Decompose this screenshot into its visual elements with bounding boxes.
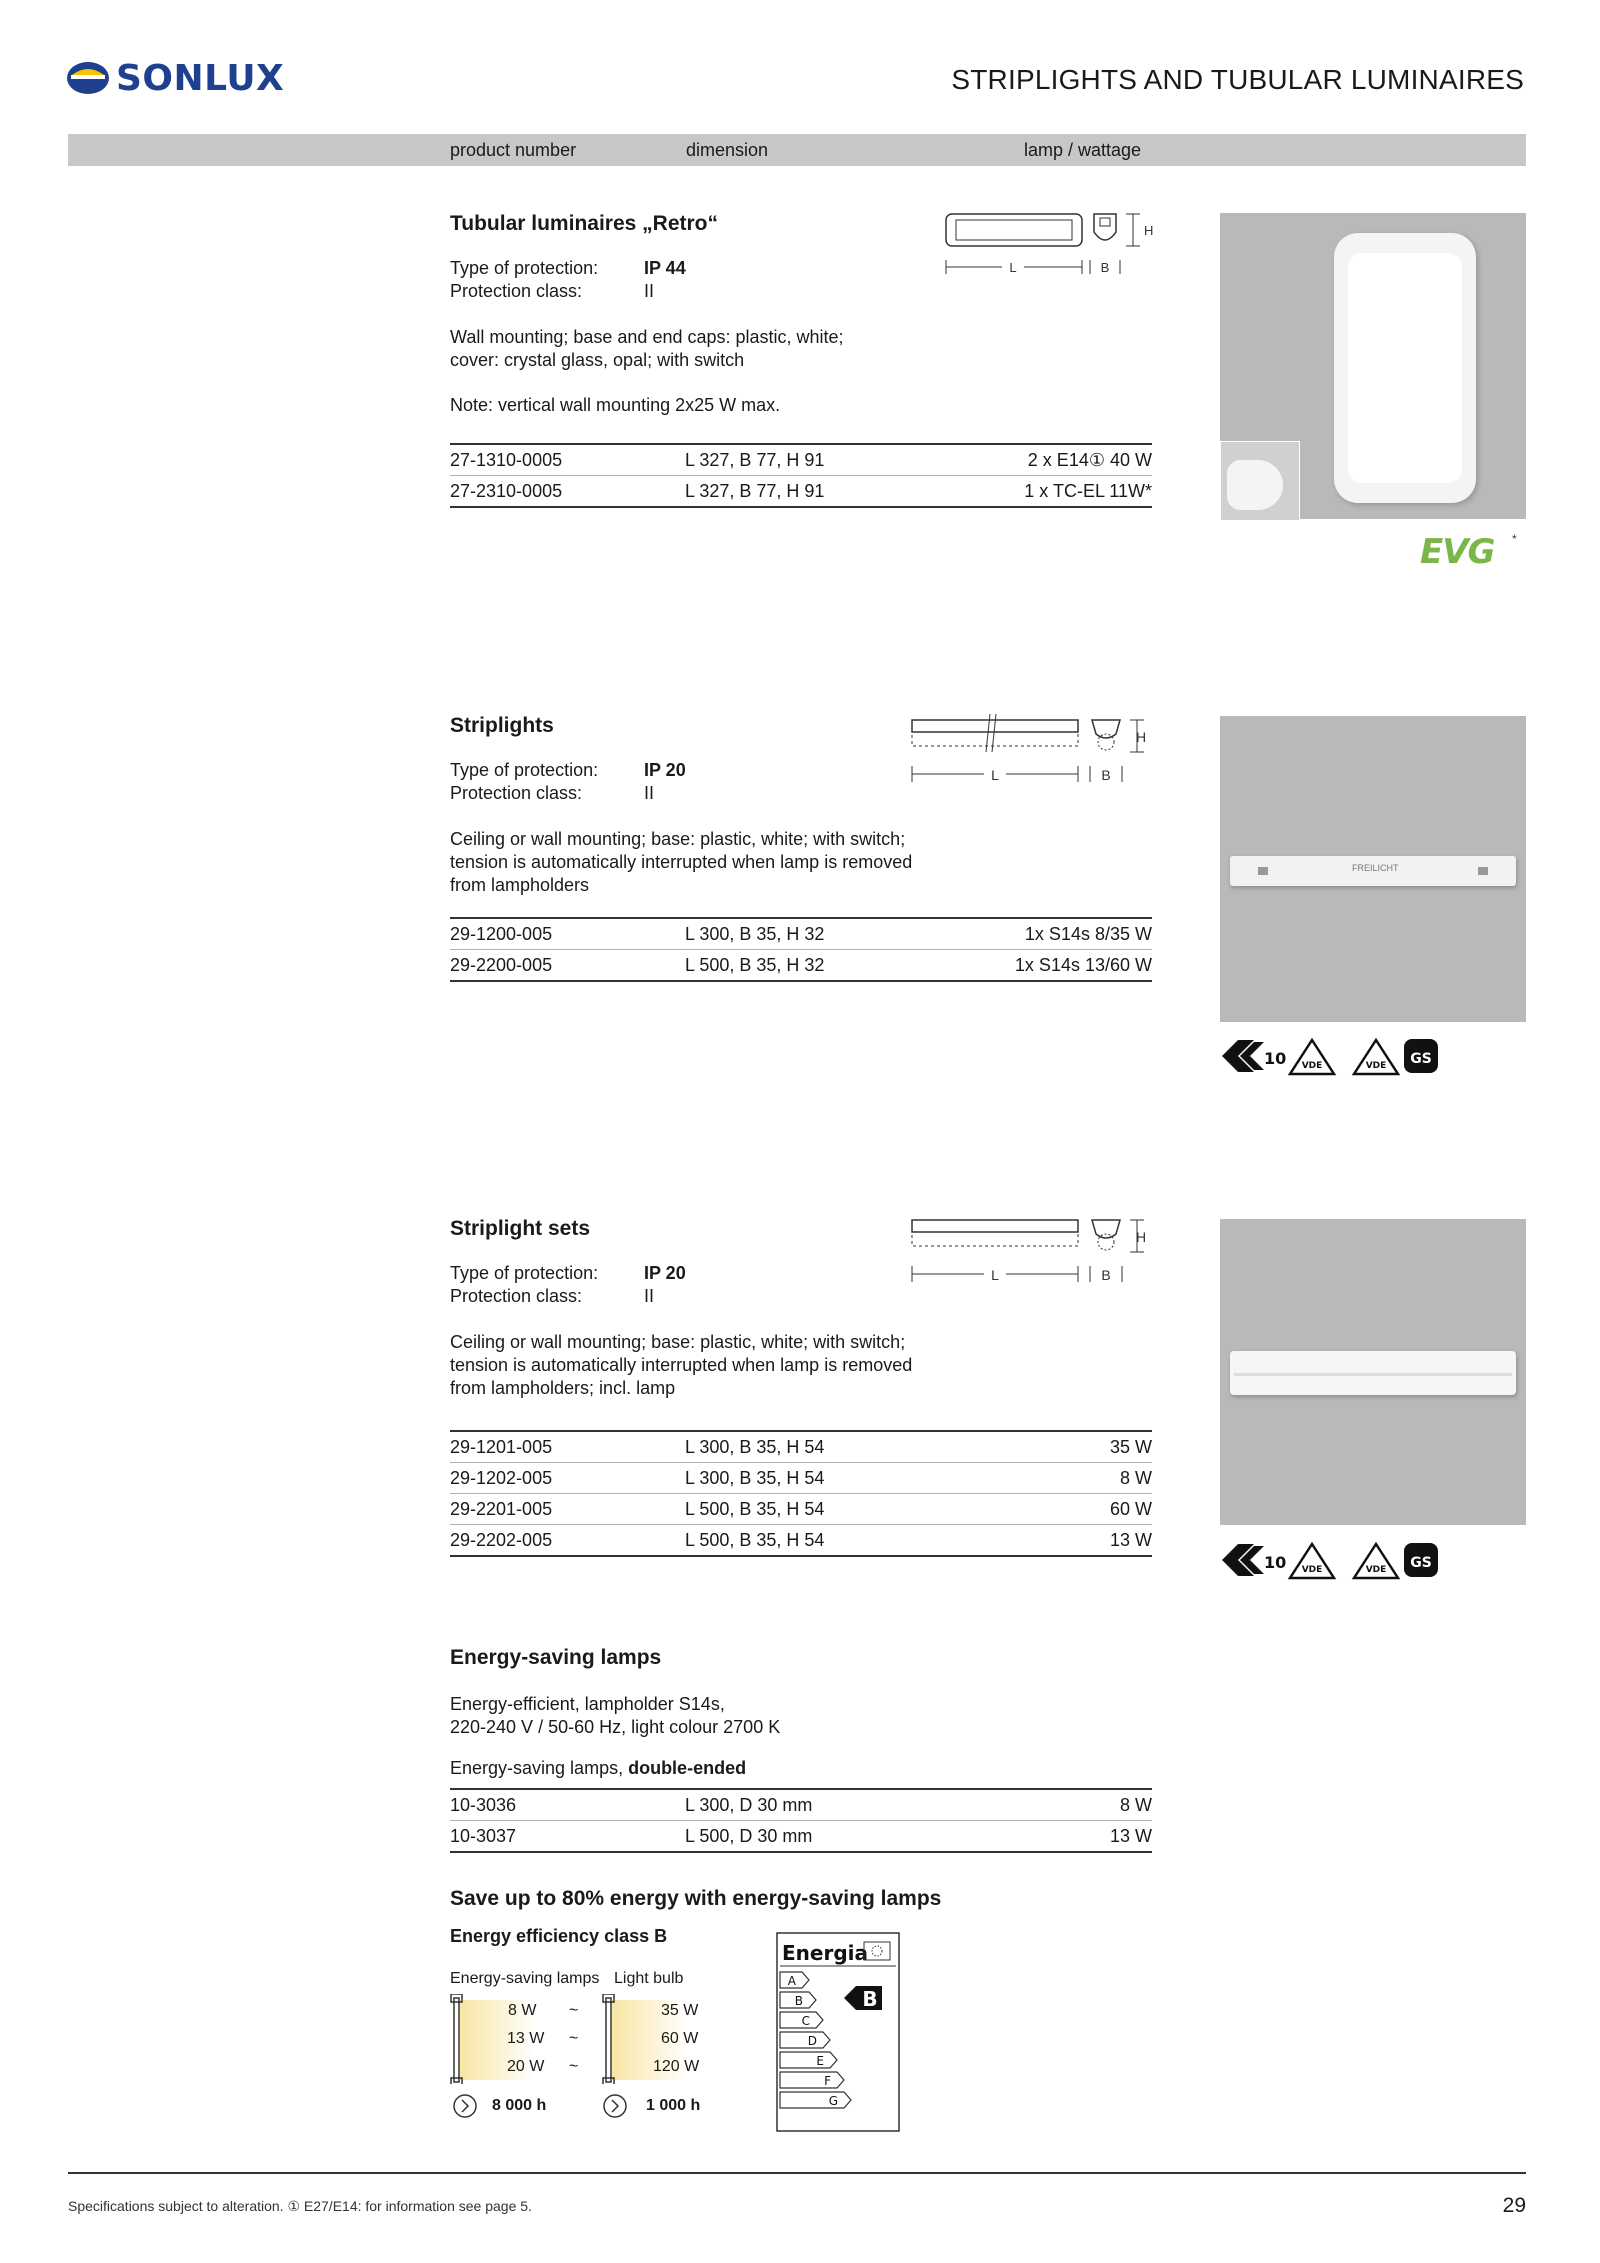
approx-sign: ~ bbox=[569, 2058, 579, 2075]
vde-icon bbox=[1290, 1040, 1334, 1074]
product-number: 27-2310-0005 bbox=[450, 481, 563, 501]
certification-icons bbox=[1220, 1540, 1460, 1582]
table-row bbox=[450, 1790, 1152, 1821]
gs-label: GS bbox=[1410, 1051, 1432, 1067]
striplight-product-photo bbox=[1220, 716, 1526, 1022]
dim-label-b: B bbox=[1101, 1267, 1111, 1283]
protection-class-label: Protection class: bbox=[450, 281, 583, 301]
protection-class-label: Protection class: bbox=[450, 783, 583, 803]
product-number: 29-2202-005 bbox=[450, 1530, 553, 1550]
product-number: 29-2201-005 bbox=[450, 1499, 553, 1519]
photo-label: FREILICHT bbox=[1352, 863, 1399, 873]
table-row bbox=[450, 1432, 1152, 1463]
energy-class-bar bbox=[780, 2092, 851, 2108]
protection-class-value: II bbox=[644, 281, 655, 301]
description-line: from lampholders; incl. lamp bbox=[450, 1378, 676, 1398]
section-title-energy: Energy-saving lamps bbox=[450, 1646, 662, 1669]
dim-label-l: L bbox=[1009, 260, 1017, 275]
section-title-retro: Tubular luminaires „Retro“ bbox=[450, 212, 718, 235]
product-dimension: L 500, B 35, H 54 bbox=[685, 1499, 825, 1519]
bulb-watt: 35 W bbox=[661, 2002, 699, 2019]
energy-subtitle bbox=[450, 1758, 746, 1779]
energy-class-bar bbox=[780, 2032, 830, 2048]
evg-badge-mark: * bbox=[1512, 532, 1517, 546]
product-lamp: 8 W bbox=[1119, 1468, 1152, 1488]
product-lamp: 1x S14s 8/35 W bbox=[1024, 924, 1152, 944]
retro-product-table bbox=[450, 443, 1152, 508]
vde-label: VDE bbox=[1301, 1061, 1323, 1071]
table-row bbox=[450, 950, 1152, 980]
product-lamp: 1x S14s 13/60 W bbox=[1014, 955, 1152, 975]
protection-type-label: Type of protection: bbox=[450, 1263, 599, 1283]
description-line: Ceiling or wall mounting; base: plastic, white; with switch; bbox=[450, 1332, 906, 1352]
energy-subtitle-plain: Energy-saving lamps, bbox=[450, 1758, 629, 1778]
product-number: 10-3037 bbox=[450, 1826, 517, 1846]
description-line: Energy-efficient, lampholder S14s, bbox=[450, 1694, 725, 1714]
table-row bbox=[450, 1821, 1152, 1851]
vde-icon bbox=[1354, 1040, 1398, 1074]
product-dimension: L 300, B 35, H 54 bbox=[685, 1437, 825, 1457]
energy-class-bar bbox=[780, 2072, 844, 2088]
product-lamp: 35 W bbox=[1109, 1437, 1152, 1457]
striplight-set-dimension-drawing bbox=[908, 1212, 1160, 1296]
description-line: tension is automatically interrupted when lamp is removed bbox=[450, 1355, 913, 1375]
energy-class-letter: E bbox=[816, 2054, 824, 2068]
retro-product-photo bbox=[1220, 213, 1526, 519]
column-lamp-wattage: lamp / wattage bbox=[1024, 140, 1142, 160]
ev-10-icon bbox=[1222, 1544, 1286, 1576]
energy-class-bar bbox=[780, 2052, 837, 2068]
energy-product-table bbox=[450, 1788, 1152, 1853]
product-dimension: L 327, B 77, H 91 bbox=[685, 450, 825, 470]
saving-watt: 8 W bbox=[508, 2002, 537, 2019]
clock-icon bbox=[602, 2093, 628, 2119]
energy-class-letter: F bbox=[824, 2074, 831, 2088]
col-light-bulb: Light bulb bbox=[614, 1970, 684, 1987]
footer-note: Specifications subject to alteration. ① E27/E14: for information see page 5. bbox=[68, 2198, 532, 2214]
striplight-set-product-photo bbox=[1220, 1219, 1526, 1525]
protection-class-value: II bbox=[644, 783, 655, 803]
energy-class-letter: G bbox=[828, 2094, 838, 2108]
product-dimension: L 500, B 35, H 32 bbox=[685, 955, 825, 975]
efficiency-class-text: Energy efficiency class B bbox=[450, 1926, 668, 1946]
product-lamp: 1 x TC-EL 11W* bbox=[1024, 481, 1152, 501]
product-lamp: 60 W bbox=[1109, 1499, 1152, 1519]
page-number: 29 bbox=[1502, 2194, 1526, 2217]
description-line: tension is automatically interrupted when lamp is removed bbox=[450, 852, 913, 872]
product-dimension: L 327, B 77, H 91 bbox=[685, 481, 825, 501]
energy-class-letter: A bbox=[787, 1974, 796, 1988]
protection-type-value: IP 20 bbox=[644, 760, 686, 780]
description-line: cover: crystal glass, opal; with switch bbox=[450, 350, 745, 370]
dim-label-h: H bbox=[1144, 223, 1154, 238]
energy-label-title: Energia bbox=[782, 1941, 868, 1965]
vde-label: VDE bbox=[1301, 1565, 1323, 1575]
gs-icon bbox=[1404, 1543, 1438, 1577]
product-number: 10-3036 bbox=[450, 1795, 517, 1815]
column-header-bar bbox=[68, 134, 1526, 166]
striplight-dimension-drawing bbox=[908, 712, 1160, 796]
product-number: 29-1200-005 bbox=[450, 924, 553, 944]
vde-label: VDE bbox=[1365, 1061, 1387, 1071]
bulb-watt: 60 W bbox=[661, 2030, 699, 2047]
table-row bbox=[450, 445, 1152, 476]
section-title-striplights: Striplights bbox=[450, 714, 554, 737]
saving-watt: 20 W bbox=[507, 2058, 545, 2075]
energy-subtitle-bold: double-ended bbox=[628, 1758, 747, 1778]
evg-badge: EVG bbox=[1420, 532, 1495, 572]
sets-description bbox=[450, 1331, 970, 1400]
dim-label-b: B bbox=[1100, 260, 1110, 275]
product-dimension: L 300, D 30 mm bbox=[685, 1795, 813, 1815]
product-lamp: 8 W bbox=[1119, 1795, 1152, 1815]
section-title-sets: Striplight sets bbox=[450, 1217, 591, 1240]
product-number: 29-1201-005 bbox=[450, 1437, 553, 1457]
table-row bbox=[450, 1525, 1152, 1555]
energy-description bbox=[450, 1693, 970, 1739]
product-number: 27-1310-0005 bbox=[450, 450, 563, 470]
gs-icon bbox=[1404, 1039, 1438, 1073]
sonlux-logo-icon bbox=[66, 61, 110, 95]
description-line: 220-240 V / 50-60 Hz, light colour 2700 K bbox=[450, 1717, 781, 1737]
description-line: from lampholders bbox=[450, 875, 590, 895]
protection-type-label: Type of protection: bbox=[450, 760, 599, 780]
vde-icon bbox=[1290, 1544, 1334, 1578]
lifetime-bulb: 1 000 h bbox=[646, 2097, 701, 2114]
energy-rating: B bbox=[862, 1987, 878, 2011]
certification-icons bbox=[1220, 1036, 1460, 1078]
dim-label-h: H bbox=[1136, 1229, 1147, 1245]
energy-class-letter: B bbox=[794, 1994, 803, 2008]
column-product-number: product number bbox=[450, 140, 577, 160]
clock-icon bbox=[452, 2093, 478, 2119]
saving-watt: 13 W bbox=[507, 2030, 545, 2047]
table-row bbox=[450, 476, 1152, 506]
approx-sign: ~ bbox=[569, 2002, 579, 2019]
striplights-description bbox=[450, 828, 970, 897]
column-dimension: dimension bbox=[686, 140, 769, 160]
brand-logo bbox=[66, 56, 284, 100]
table-row bbox=[450, 1494, 1152, 1525]
protection-type-label: Type of protection: bbox=[450, 258, 599, 278]
product-number: 29-1202-005 bbox=[450, 1468, 553, 1488]
page-title: STRIPLIGHTS AND TUBULAR LUMINAIRES bbox=[951, 64, 1524, 95]
dim-label-h: H bbox=[1136, 729, 1147, 745]
retro-note: Note: vertical wall mounting 2x25 W max. bbox=[450, 395, 781, 415]
striplights-product-table bbox=[450, 917, 1152, 982]
retro-dimension-drawing bbox=[942, 208, 1160, 284]
gs-label: GS bbox=[1410, 1555, 1432, 1571]
footer-rule bbox=[68, 2172, 1526, 2174]
vde-label: VDE bbox=[1365, 1565, 1387, 1575]
ev-10-icon bbox=[1222, 1040, 1286, 1072]
protection-class-label: Protection class: bbox=[450, 1286, 583, 1306]
product-number: 29-2200-005 bbox=[450, 955, 553, 975]
energy-label bbox=[776, 1932, 900, 2132]
dim-label-l: L bbox=[991, 767, 999, 783]
dim-label-b: B bbox=[1101, 767, 1111, 783]
dim-label-l: L bbox=[991, 1267, 999, 1283]
energy-class-letter: D bbox=[807, 2034, 817, 2048]
approx-sign: ~ bbox=[569, 2030, 579, 2047]
brand-name: SONLUX bbox=[116, 57, 285, 99]
ev-10-label: 10 bbox=[1264, 1049, 1287, 1068]
product-dimension: L 500, D 30 mm bbox=[685, 1826, 813, 1846]
retro-description bbox=[450, 326, 970, 372]
bulb-watt: 120 W bbox=[653, 2058, 700, 2075]
description-line: Ceiling or wall mounting; base: plastic, white; with switch; bbox=[450, 829, 906, 849]
product-lamp: 13 W bbox=[1109, 1530, 1152, 1550]
vde-icon bbox=[1354, 1544, 1398, 1578]
protection-type-value: IP 44 bbox=[644, 258, 686, 278]
col-energy-saving: Energy-saving lamps bbox=[450, 1970, 600, 1987]
section-title-savings: Save up to 80% energy with energy-saving lamps bbox=[450, 1887, 942, 1910]
product-lamp: 13 W bbox=[1109, 1826, 1152, 1846]
ev-10-label: 10 bbox=[1264, 1553, 1287, 1572]
description-line: Wall mounting; base and end caps: plastic, white; bbox=[450, 327, 844, 347]
sets-product-table bbox=[450, 1430, 1152, 1557]
protection-type-value: IP 20 bbox=[644, 1263, 686, 1283]
energy-class-letter: C bbox=[801, 2014, 810, 2028]
table-row bbox=[450, 1463, 1152, 1494]
product-lamp: 2 x E14① 40 W bbox=[1027, 450, 1152, 470]
product-dimension: L 300, B 35, H 32 bbox=[685, 924, 825, 944]
product-dimension: L 500, B 35, H 54 bbox=[685, 1530, 825, 1550]
lifetime-saving: 8 000 h bbox=[492, 2097, 547, 2114]
protection-class-value: II bbox=[644, 1286, 655, 1306]
product-dimension: L 300, B 35, H 54 bbox=[685, 1468, 825, 1488]
table-row bbox=[450, 919, 1152, 950]
